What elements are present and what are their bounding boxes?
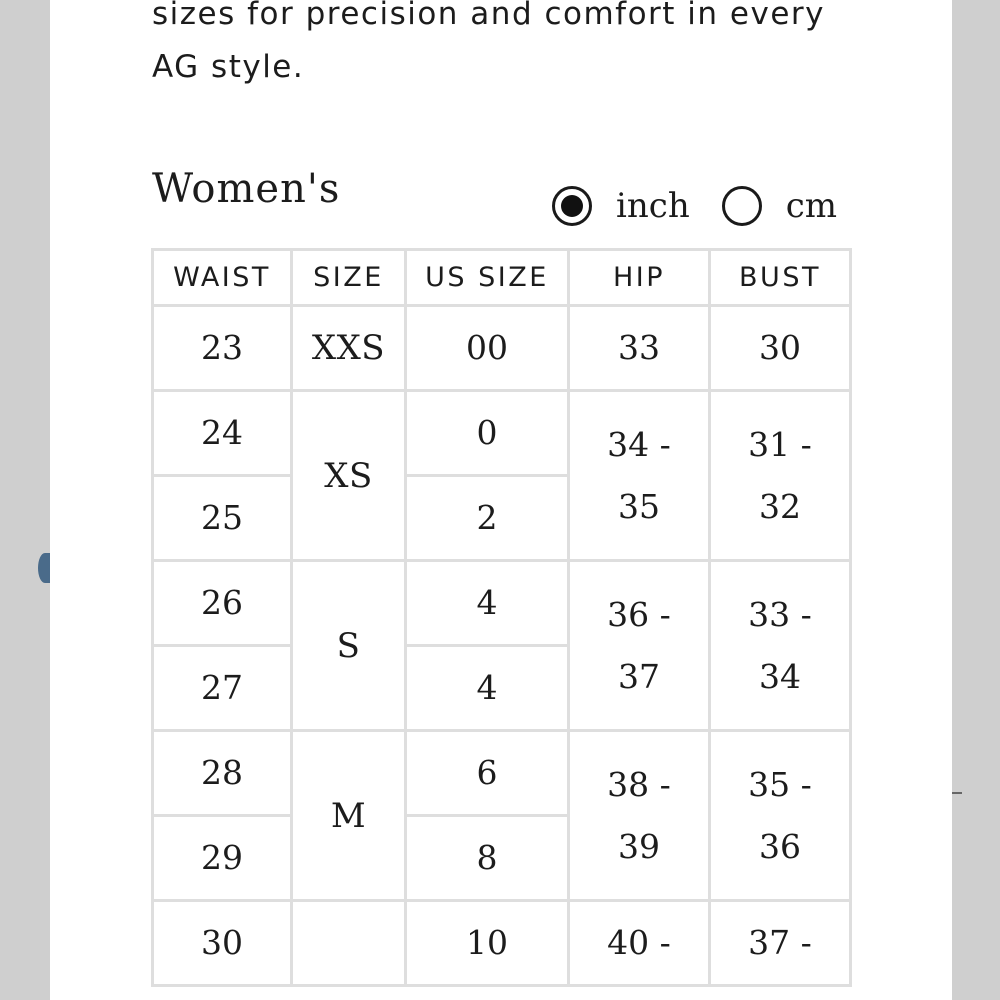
us-size-cell: 10	[406, 901, 569, 986]
table-row	[153, 391, 851, 476]
hip-range-start: 38 -	[607, 764, 671, 804]
hip-range-start: 36 -	[607, 594, 671, 634]
table-row	[153, 901, 851, 986]
waist-cell: 26	[153, 561, 292, 646]
size-cell	[292, 901, 406, 986]
bust-range-end: 34	[759, 656, 801, 696]
column-header-us-size: US SIZE	[406, 250, 569, 306]
bust-cell: 30	[710, 306, 851, 391]
us-size-cell: 2	[406, 476, 569, 561]
size-cell: XXS	[292, 306, 406, 391]
bust-range-start: 33 -	[748, 594, 812, 634]
us-size-cell: 00	[406, 306, 569, 391]
us-size-cell: 0	[406, 391, 569, 476]
table-row	[153, 306, 851, 391]
bust-range-start: 31 -	[748, 424, 812, 464]
size-cell: S	[292, 561, 406, 731]
waist-cell: 27	[153, 646, 292, 731]
hip-range-end: 35	[618, 486, 660, 526]
waist-cell: 24	[153, 391, 292, 476]
radio-checked-icon[interactable]	[552, 186, 592, 226]
radio-unchecked-icon[interactable]	[722, 186, 762, 226]
column-header-size: SIZE	[292, 250, 406, 306]
section-title-womens: Women's	[152, 166, 341, 212]
us-size-cell: 4	[406, 561, 569, 646]
bust-cell	[710, 561, 851, 731]
bust-cell	[710, 901, 851, 986]
unit-label-cm[interactable]: cm	[785, 186, 838, 226]
us-size-cell: 4	[406, 646, 569, 731]
bust-range-end: 32	[759, 486, 801, 526]
unit-option-inch[interactable]	[552, 186, 690, 226]
us-size-cell: 8	[406, 816, 569, 901]
size-cell: M	[292, 731, 406, 901]
hip-cell	[569, 561, 710, 731]
table-header-row	[153, 250, 851, 306]
bust-range-start: 35 -	[748, 764, 812, 804]
size-guide-modal	[50, 0, 952, 1000]
table-row	[153, 731, 851, 816]
bust-cell	[710, 731, 851, 901]
column-header-bust: BUST	[710, 250, 851, 306]
size-cell: XS	[292, 391, 406, 561]
hip-cell	[569, 901, 710, 986]
unit-toggle	[552, 180, 837, 232]
table-row	[153, 561, 851, 646]
bust-cell	[710, 391, 851, 561]
unit-label-inch[interactable]: inch	[616, 186, 690, 226]
us-size-cell: 6	[406, 731, 569, 816]
size-chart-table	[151, 248, 852, 987]
hip-range-end: 37	[618, 656, 660, 696]
waist-cell: 23	[153, 306, 292, 391]
hip-range-end: 39	[618, 826, 660, 866]
bust-range-end: 36	[759, 826, 801, 866]
column-header-waist: WAIST	[153, 250, 292, 306]
hip-cell: 33	[569, 306, 710, 391]
hip-cell	[569, 391, 710, 561]
hip-range-start: 34 -	[607, 424, 671, 464]
hip-cell	[569, 731, 710, 901]
waist-cell: 30	[153, 901, 292, 986]
unit-option-cm[interactable]	[722, 186, 837, 226]
column-header-hip: HIP	[569, 250, 710, 306]
size-guide-intro: sizes for precision and comfort in every AG style.	[152, 0, 826, 85]
waist-cell: 25	[153, 476, 292, 561]
hip-range-start: 40 -	[607, 923, 671, 962]
waist-cell: 28	[153, 731, 292, 816]
waist-cell: 29	[153, 816, 292, 901]
bust-range-start: 37 -	[748, 923, 812, 962]
